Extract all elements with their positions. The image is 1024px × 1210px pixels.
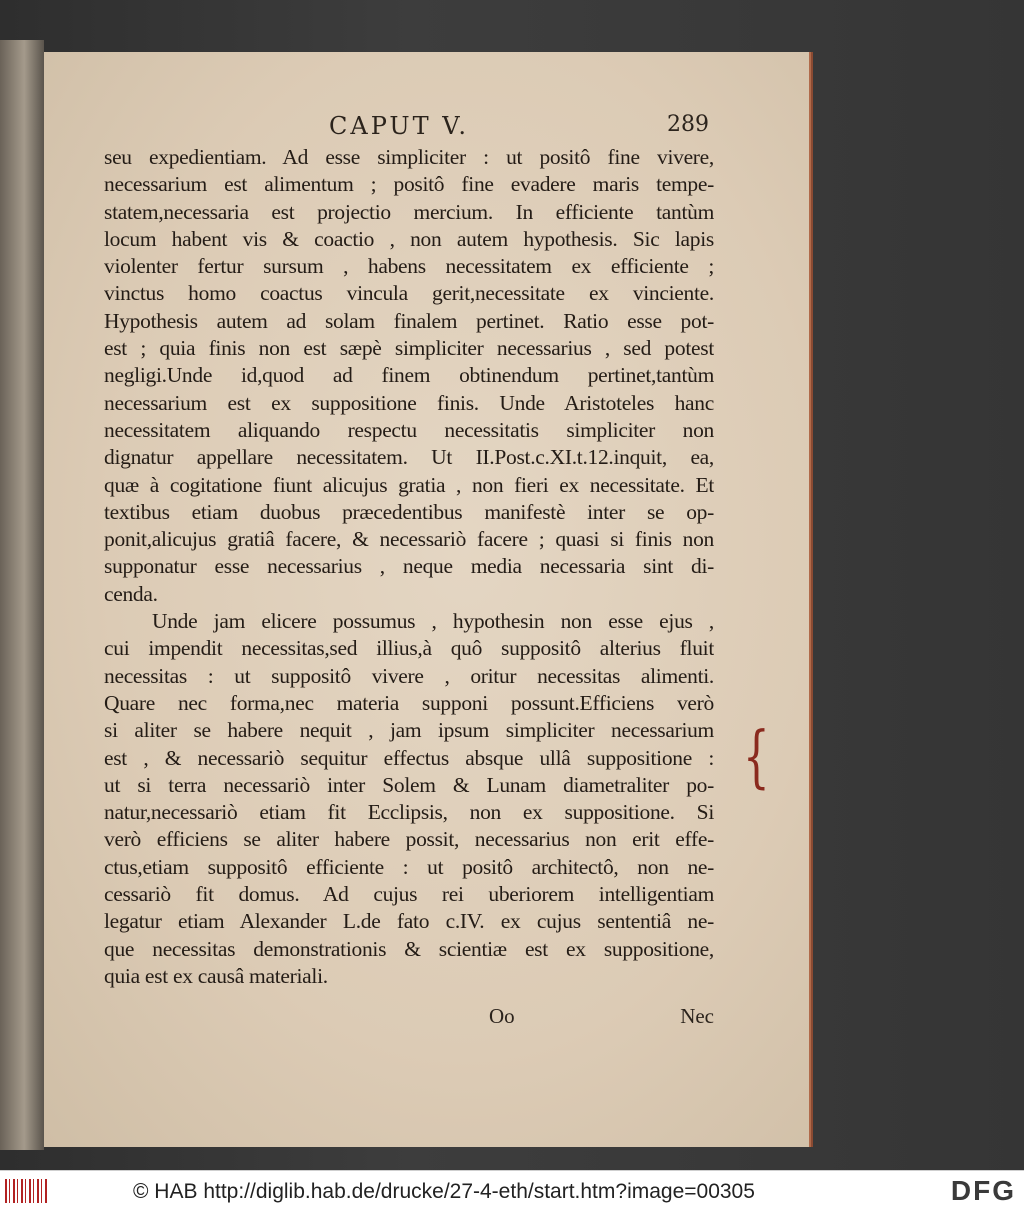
page-header <box>104 112 709 144</box>
text-line: textibus etiam duobus præcedentibus manifestè inter se op- <box>104 499 714 524</box>
text-line: vinctus homo coactus vincula gerit,necessitate ex vinciente. <box>104 281 714 306</box>
text-line: est ; quia finis non est sæpè simpliciter necessarius , sed potest <box>104 336 714 361</box>
text-line: statem,necessaria est projectio mercium. In efficiente tantùm <box>104 199 714 224</box>
running-head: CAPUT V. <box>329 112 470 140</box>
text-line: Unde jam elicere possumus , hypothesin non esse ejus , <box>152 609 714 634</box>
signature-mark: Oo <box>489 1004 515 1028</box>
page-footer <box>104 1004 714 1034</box>
book-page <box>44 52 809 1147</box>
text-line: natur,necessariò etiam fit Ecclipsis, non ex suppositione. Si <box>104 800 714 825</box>
text-line: quia est ex causâ materiali. <box>104 963 328 988</box>
text-line: cenda. <box>104 581 158 606</box>
text-line: necessitas : ut suppositô vivere , oritur necessitas alimenti. <box>104 663 714 688</box>
text-line: Quare nec forma,nec materia supponi possunt.Efficiens verò <box>104 690 714 715</box>
text-line: negligi.Unde id,quod ad finem obtinendum pertinet,tantùm <box>104 363 714 388</box>
text-line: dignatur appellare necessitatem. Ut II.Post.c.XI.t.12.inquit, ea, <box>104 445 714 470</box>
text-line: legatur etiam Alexander L.de fato c.IV. ex cujus sententiâ ne- <box>104 909 714 934</box>
text-line: cui impendit necessitas,sed illius,à quô suppositô alterius fluit <box>104 636 714 661</box>
text-line: supponatur esse necessarius , neque media necessaria sint di- <box>104 554 714 579</box>
copyright-bar <box>0 1170 1024 1210</box>
text-line: locum habent vis & coactio , non autem hypothesis. Sic lapis <box>104 226 714 251</box>
text-line: necessarium est ex suppositione finis. Unde Aristoteles hanc <box>104 390 714 415</box>
dfg-logo: DFG <box>950 1175 1016 1206</box>
text-line: que necessitas demonstrationis & scientiæ est ex suppositione, <box>104 936 714 961</box>
body-text <box>104 144 714 990</box>
text-line: ut si terra necessariò inter Solem & Lunam diametraliter po- <box>104 772 714 797</box>
text-line: necessarium est alimentum ; positô fine evadere maris tempe- <box>104 172 714 197</box>
text-line: ctus,etiam suppositô efficiente : ut positô architectô, non ne- <box>104 854 714 879</box>
text-line: necessitatem aliquando respectu necessitatis simpliciter non <box>104 417 714 442</box>
barcode-icon <box>5 1179 47 1203</box>
text-line: Hypothesis autem ad solam finalem pertinet. Ratio esse pot- <box>104 308 714 333</box>
marginal-bracket-mark: { <box>743 717 770 796</box>
text-line: seu expedientiam. Ad esse simpliciter : ut positô fine vivere, <box>104 145 714 169</box>
copyright-url[interactable]: © HAB http://diglib.hab.de/drucke/27-4-eth/start.htm?image=00305 <box>133 1180 755 1203</box>
catchword: Nec <box>680 1004 714 1028</box>
text-line: quæ à cogitatione fiunt alicujus gratia , non fieri ex necessitate. Et <box>104 472 714 497</box>
text-line: verò efficiens se aliter habere possit, necessarius non erit effe- <box>104 827 714 852</box>
text-line: est , & necessariò sequitur effectus absque ullâ suppositione : <box>104 745 714 770</box>
text-line: cessariò fit domus. Ad cujus rei uberiorem intelligentiam <box>104 882 714 907</box>
text-line: si aliter se habere nequit , jam ipsum simpliciter necessarium <box>104 718 714 743</box>
page-number: 289 <box>667 112 709 137</box>
text-line: violenter fertur sursum , habens necessitatem ex efficiente ; <box>104 254 714 279</box>
previous-page-edge <box>0 40 44 1150</box>
text-line: ponit,alicujus gratiâ facere, & necessariò facere ; quasi si finis non <box>104 527 714 552</box>
